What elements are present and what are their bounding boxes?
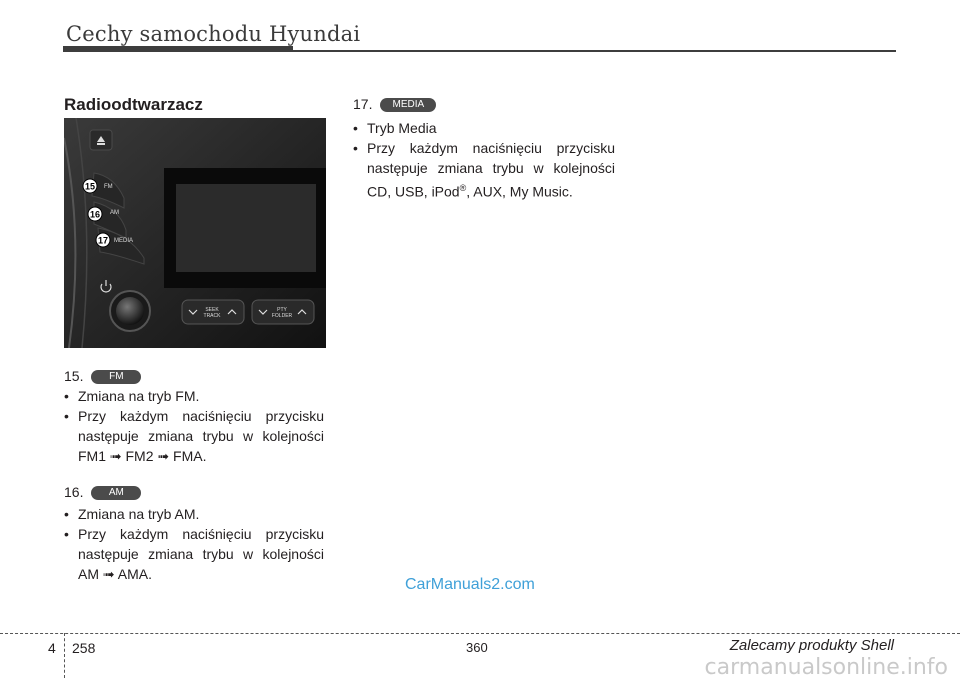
seek-label: SEEK [205,307,219,313]
section-title: Radioodtwarzacz [64,95,203,114]
media-button-label: MEDIA [114,238,134,244]
item-15-bullet-2: • Przy każdym naciśnięciu przycisku następuje zmiana trybu w kolejności FM1 ➟ FM2 ➟ FMA. [64,406,324,466]
item-17-bullets [353,118,615,202]
badge-17 [96,233,110,247]
footer-page-number: 258 [72,640,96,656]
item-16-bullet-2: • Przy każdym naciśnięciu przycisku następuje zmiana trybu w kolejności AM ➟ AMA. [64,524,324,584]
item-16-bullet-1: • Zmiana na tryb AM. [64,504,324,524]
item-17-heading [353,96,436,112]
item-15-bullets [64,386,324,466]
am-button-label: AM [110,210,119,216]
item-15-bullet-1: • Zmiana na tryb FM. [64,386,324,406]
registered-mark: ® [459,183,467,193]
badge-16 [88,207,102,221]
track-label: TRACK [203,313,221,319]
folder-label: FOLDER [271,313,293,319]
item-17-bullet-2-tail: , AUX, My Music. [466,183,573,200]
header-title: Cechy samochodu Hyundai [66,22,361,46]
item-15-heading [64,368,141,384]
am-badge: AM [91,486,141,500]
badge-17-text: 17 [97,235,109,246]
volume-knob [116,297,144,325]
badge-15 [83,179,97,193]
item-17-bullet-1: • Tryb Media [353,118,615,138]
item-15-number: 15. [64,368,84,384]
footer-chapter-number: 4 [48,640,56,656]
fm-button-label: FM [104,184,113,190]
site-watermark: carmanualsonline.info [704,655,948,680]
footer-vertical-divider [64,633,65,678]
item-17-bullet-2 [353,138,615,202]
badge-15-text: 15 [84,181,96,192]
badge-16-text: 16 [89,209,101,220]
radio-unit-illustration [64,118,326,348]
item-16-bullets [64,504,324,584]
watermark-link[interactable]: CarManuals2.com [405,576,535,593]
item-16-number: 16. [64,484,84,500]
footer-center-number: 360 [466,640,488,655]
media-badge: MEDIA [380,98,436,112]
radio-unit-photo [64,118,326,348]
footer-slogan: Zalecamy produkty Shell [729,637,894,654]
item-17-number: 17. [353,96,373,112]
fm-badge: FM [91,370,141,384]
footer-divider [0,633,960,634]
pty-label: PTY [277,307,287,313]
item-17-bullet-2-text: Przy każdym naciśnięciu przycisku następuje zmiana trybu w kolejności CD, USB, iPod [367,140,615,200]
header-rule [63,46,293,52]
header-rule-thin [293,50,896,52]
item-16-heading [64,484,141,500]
